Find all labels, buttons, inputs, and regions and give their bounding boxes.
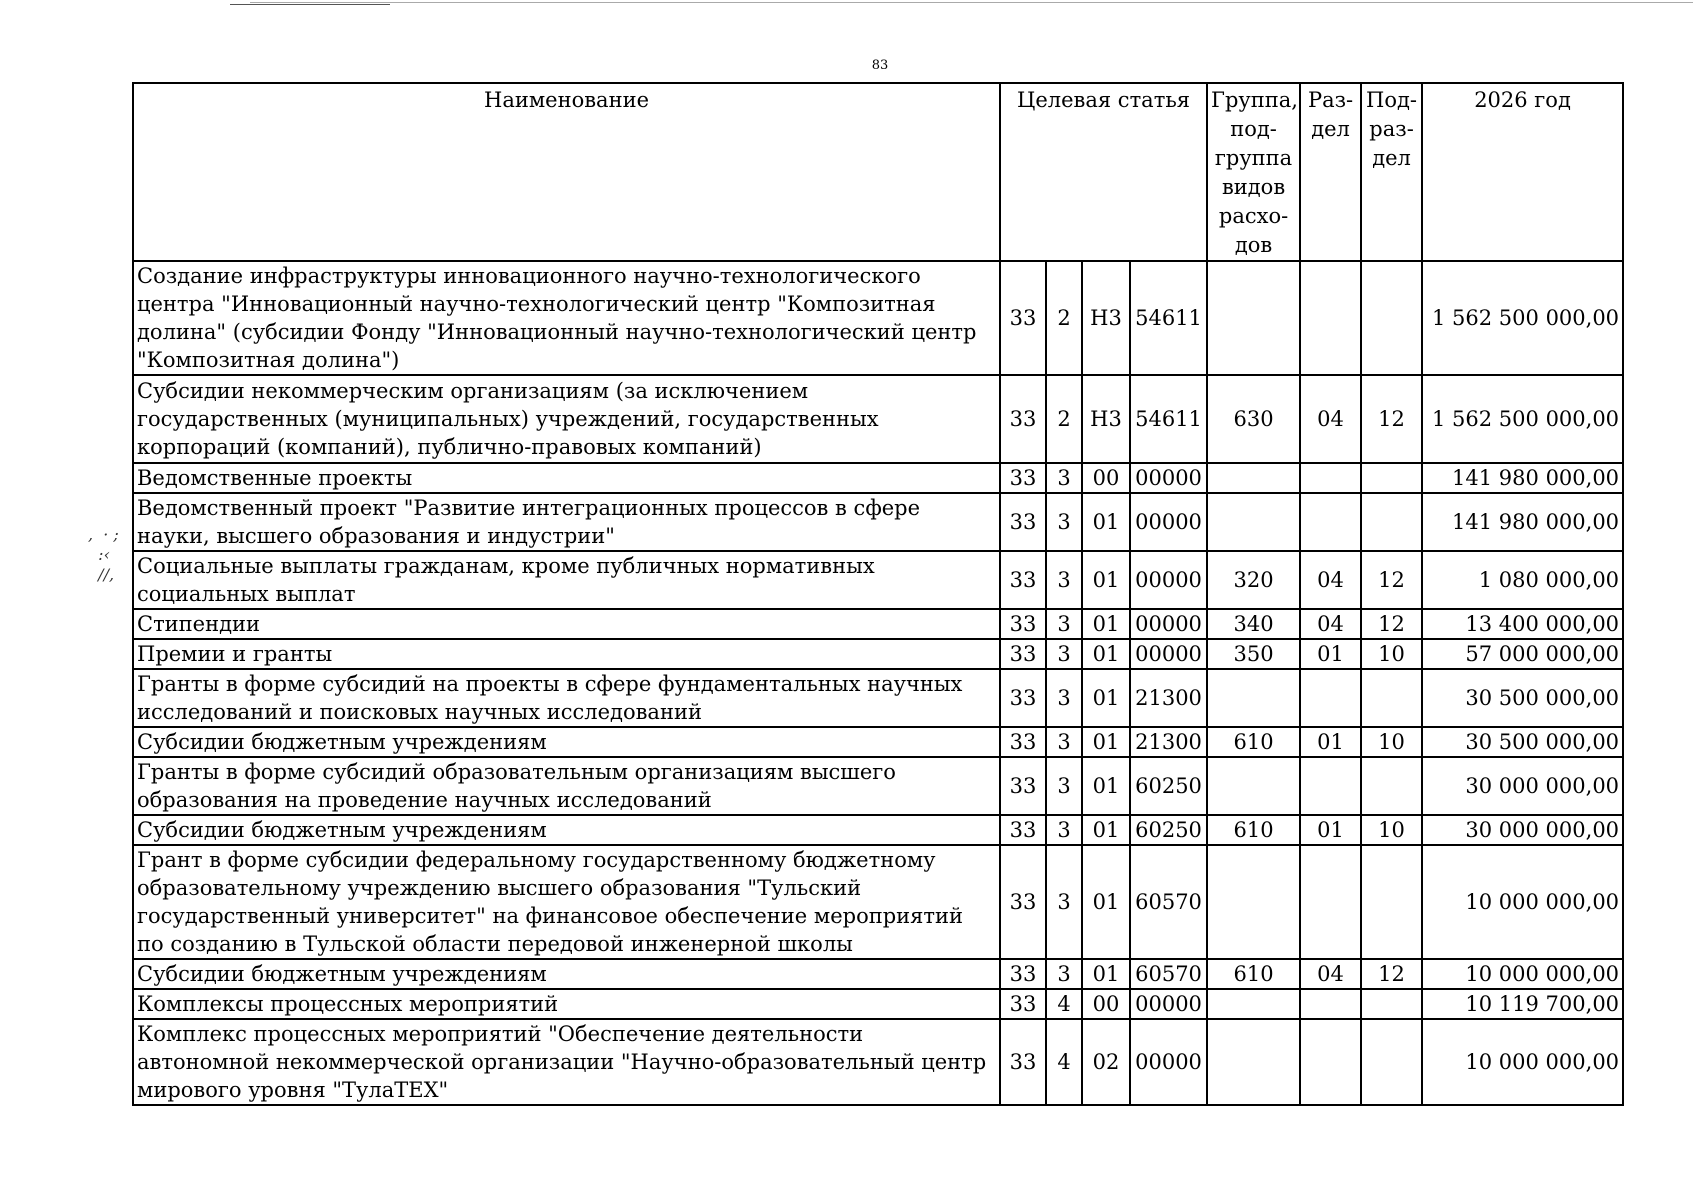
- section-code: [1300, 493, 1361, 551]
- target-part-4: 54611: [1130, 261, 1207, 375]
- target-part-4: 60570: [1130, 959, 1207, 989]
- expense-group: 350: [1207, 639, 1300, 669]
- row-name: Субсидии бюджетным учреждениям: [133, 959, 1000, 989]
- expense-group: 610: [1207, 727, 1300, 757]
- target-part-4: 00000: [1130, 463, 1207, 493]
- amount-2026: 1 562 500 000,00: [1422, 375, 1623, 463]
- target-part-2: 3: [1046, 551, 1082, 609]
- target-part-3: 01: [1082, 551, 1130, 609]
- target-part-3: Н3: [1082, 375, 1130, 463]
- target-part-4: 00000: [1130, 609, 1207, 639]
- section-code: 04: [1300, 551, 1361, 609]
- target-part-4: 00000: [1130, 989, 1207, 1019]
- subsection-code: 10: [1361, 815, 1422, 845]
- expense-group: [1207, 757, 1300, 815]
- target-part-4: 60570: [1130, 845, 1207, 959]
- target-part-4: 60250: [1130, 815, 1207, 845]
- target-part-1: 33: [1000, 493, 1046, 551]
- target-part-4: 00000: [1130, 639, 1207, 669]
- target-part-2: 3: [1046, 639, 1082, 669]
- target-part-2: 4: [1046, 989, 1082, 1019]
- amount-2026: 141 980 000,00: [1422, 493, 1623, 551]
- target-part-1: 33: [1000, 551, 1046, 609]
- expense-group: 630: [1207, 375, 1300, 463]
- amount-2026: 30 000 000,00: [1422, 815, 1623, 845]
- amount-2026: 30 500 000,00: [1422, 727, 1623, 757]
- table-header-row: [133, 83, 1623, 261]
- amount-2026: 30 500 000,00: [1422, 669, 1623, 727]
- table-body: [133, 261, 1623, 1105]
- amount-2026: 30 000 000,00: [1422, 757, 1623, 815]
- header-section: [1300, 83, 1361, 261]
- subsection-code: [1361, 845, 1422, 959]
- amount-2026: 10 000 000,00: [1422, 1019, 1623, 1105]
- section-code: 04: [1300, 609, 1361, 639]
- target-part-2: 3: [1046, 815, 1082, 845]
- target-part-4: 21300: [1130, 727, 1207, 757]
- amount-2026: 1 080 000,00: [1422, 551, 1623, 609]
- header-group: [1207, 83, 1300, 261]
- section-code: 04: [1300, 959, 1361, 989]
- subsection-code: [1361, 989, 1422, 1019]
- row-name: Гранты в форме субсидий на проекты в сфере фундаментальных научных исследований и поисковых научных исследований: [133, 669, 1000, 727]
- target-part-4: 54611: [1130, 375, 1207, 463]
- target-part-1: 33: [1000, 639, 1046, 669]
- target-part-1: 33: [1000, 845, 1046, 959]
- table-row: [133, 757, 1623, 815]
- target-part-2: 2: [1046, 261, 1082, 375]
- header-name: [133, 83, 1000, 261]
- table-row: [133, 609, 1623, 639]
- target-part-1: 33: [1000, 261, 1046, 375]
- table-row: [133, 845, 1623, 959]
- target-part-3: 01: [1082, 609, 1130, 639]
- row-name: Премии и гранты: [133, 639, 1000, 669]
- row-name: Грант в форме субсидии федеральному государственному бюджетному образовательному учреждению высшего образования "Тульский государственный университет" на финансовое обеспечение мероприятий по созданию в Тульской области передовой инженерной школы: [133, 845, 1000, 959]
- table-row: [133, 669, 1623, 727]
- row-name: Стипендии: [133, 609, 1000, 639]
- expense-group: [1207, 989, 1300, 1019]
- subsection-code: 12: [1361, 551, 1422, 609]
- section-code: 01: [1300, 727, 1361, 757]
- target-part-3: 00: [1082, 463, 1130, 493]
- target-part-4: 60250: [1130, 757, 1207, 815]
- table-row: [133, 463, 1623, 493]
- section-code: [1300, 669, 1361, 727]
- header-subsection-label: Под-раз-дел: [1366, 88, 1418, 170]
- margin-pencil-marks: , · ; :‹ //,: [88, 525, 119, 584]
- table-row: [133, 989, 1623, 1019]
- amount-2026: 10 119 700,00: [1422, 989, 1623, 1019]
- row-name: Комплексы процессных мероприятий: [133, 989, 1000, 1019]
- target-part-3: 01: [1082, 757, 1130, 815]
- table-row: [133, 261, 1623, 375]
- row-name: Ведомственные проекты: [133, 463, 1000, 493]
- expense-group: 610: [1207, 815, 1300, 845]
- target-part-1: 33: [1000, 815, 1046, 845]
- row-name: Гранты в форме субсидий образовательным организациям высшего образования на проведение научных исследований: [133, 757, 1000, 815]
- header-year-label: 2026 год: [1474, 88, 1571, 112]
- row-name: Субсидии бюджетным учреждениям: [133, 727, 1000, 757]
- row-name: Субсидии некоммерческим организациям (за исключением государственных (муниципальных) учреждений, государственных корпораций (компаний), публично-правовых компаний): [133, 375, 1000, 463]
- expense-group: 610: [1207, 959, 1300, 989]
- target-part-1: 33: [1000, 463, 1046, 493]
- target-part-2: 3: [1046, 757, 1082, 815]
- section-code: [1300, 1019, 1361, 1105]
- amount-2026: 141 980 000,00: [1422, 463, 1623, 493]
- subsection-code: [1361, 261, 1422, 375]
- target-part-2: 3: [1046, 727, 1082, 757]
- row-name: Комплекс процессных мероприятий "Обеспечение деятельности автономной некоммерческой организации "Научно-образовательный центр мирового уровня "ТулаТЕХ": [133, 1019, 1000, 1105]
- target-part-2: 3: [1046, 669, 1082, 727]
- target-part-2: 3: [1046, 493, 1082, 551]
- section-code: [1300, 989, 1361, 1019]
- target-part-4: 00000: [1130, 551, 1207, 609]
- expense-group: [1207, 261, 1300, 375]
- expense-group: [1207, 493, 1300, 551]
- header-target-label: Целевая статья: [1017, 88, 1191, 112]
- target-part-1: 33: [1000, 375, 1046, 463]
- target-part-2: 3: [1046, 463, 1082, 493]
- expense-group: [1207, 845, 1300, 959]
- target-part-1: 33: [1000, 757, 1046, 815]
- section-code: [1300, 845, 1361, 959]
- table-row: [133, 551, 1623, 609]
- target-part-4: 00000: [1130, 493, 1207, 551]
- expense-group: 320: [1207, 551, 1300, 609]
- subsection-code: [1361, 1019, 1422, 1105]
- subsection-code: 10: [1361, 639, 1422, 669]
- row-name: Субсидии бюджетным учреждениям: [133, 815, 1000, 845]
- target-part-1: 33: [1000, 989, 1046, 1019]
- subsection-code: 12: [1361, 959, 1422, 989]
- subsection-code: [1361, 757, 1422, 815]
- target-part-1: 33: [1000, 1019, 1046, 1105]
- header-group-label: Группа, под-группа видов расхо-дов: [1211, 88, 1298, 257]
- header-subsection: [1361, 83, 1422, 261]
- scan-edge-mark: [230, 4, 390, 5]
- subsection-code: 12: [1361, 375, 1422, 463]
- section-code: 01: [1300, 639, 1361, 669]
- target-part-3: 01: [1082, 669, 1130, 727]
- target-part-1: 33: [1000, 959, 1046, 989]
- target-part-3: 01: [1082, 815, 1130, 845]
- amount-2026: 1 562 500 000,00: [1422, 261, 1623, 375]
- row-name: Ведомственный проект "Развитие интеграционных процессов в сфере науки, высшего образования и индустрии": [133, 493, 1000, 551]
- scan-edge-line: [250, 2, 1693, 3]
- target-part-3: 01: [1082, 639, 1130, 669]
- amount-2026: 57 000 000,00: [1422, 639, 1623, 669]
- subsection-code: 12: [1361, 609, 1422, 639]
- expense-group: [1207, 463, 1300, 493]
- target-part-2: 4: [1046, 1019, 1082, 1105]
- section-code: [1300, 261, 1361, 375]
- amount-2026: 10 000 000,00: [1422, 845, 1623, 959]
- table-row: [133, 815, 1623, 845]
- page-number: 83: [871, 58, 889, 73]
- target-part-3: 00: [1082, 989, 1130, 1019]
- expense-group: 340: [1207, 609, 1300, 639]
- row-name: Социальные выплаты гражданам, кроме публичных нормативных социальных выплат: [133, 551, 1000, 609]
- header-section-label: Раз-дел: [1307, 88, 1354, 141]
- row-name: Создание инфраструктуры инновационного научно-технологического центра "Инновационный научно-технологический центр "Композитная долина" (субсидии Фонду "Инновационный научно-технологический центр "Композитная долина"): [133, 261, 1000, 375]
- subsection-code: 10: [1361, 727, 1422, 757]
- table-row: [133, 375, 1623, 463]
- amount-2026: 13 400 000,00: [1422, 609, 1623, 639]
- section-code: [1300, 463, 1361, 493]
- subsection-code: [1361, 463, 1422, 493]
- target-part-1: 33: [1000, 609, 1046, 639]
- target-part-3: 01: [1082, 959, 1130, 989]
- table-row: [133, 1019, 1623, 1105]
- target-part-3: 01: [1082, 493, 1130, 551]
- section-code: 01: [1300, 815, 1361, 845]
- amount-2026: 10 000 000,00: [1422, 959, 1623, 989]
- target-part-1: 33: [1000, 727, 1046, 757]
- table-row: [133, 493, 1623, 551]
- expense-group: [1207, 669, 1300, 727]
- target-part-2: 3: [1046, 845, 1082, 959]
- target-part-1: 33: [1000, 669, 1046, 727]
- target-part-2: 3: [1046, 609, 1082, 639]
- section-code: [1300, 757, 1361, 815]
- subsection-code: [1361, 493, 1422, 551]
- header-year: [1422, 83, 1623, 261]
- table-row: [133, 959, 1623, 989]
- expense-group: [1207, 1019, 1300, 1105]
- table-row: [133, 727, 1623, 757]
- header-name-label: Наименование: [484, 88, 649, 112]
- subsection-code: [1361, 669, 1422, 727]
- target-part-3: 02: [1082, 1019, 1130, 1105]
- target-part-4: 00000: [1130, 1019, 1207, 1105]
- target-part-2: 3: [1046, 959, 1082, 989]
- header-target: [1000, 83, 1207, 261]
- budget-table: [132, 82, 1624, 1106]
- section-code: 04: [1300, 375, 1361, 463]
- target-part-3: Н3: [1082, 261, 1130, 375]
- target-part-4: 21300: [1130, 669, 1207, 727]
- target-part-2: 2: [1046, 375, 1082, 463]
- table-row: [133, 639, 1623, 669]
- target-part-3: 01: [1082, 845, 1130, 959]
- target-part-3: 01: [1082, 727, 1130, 757]
